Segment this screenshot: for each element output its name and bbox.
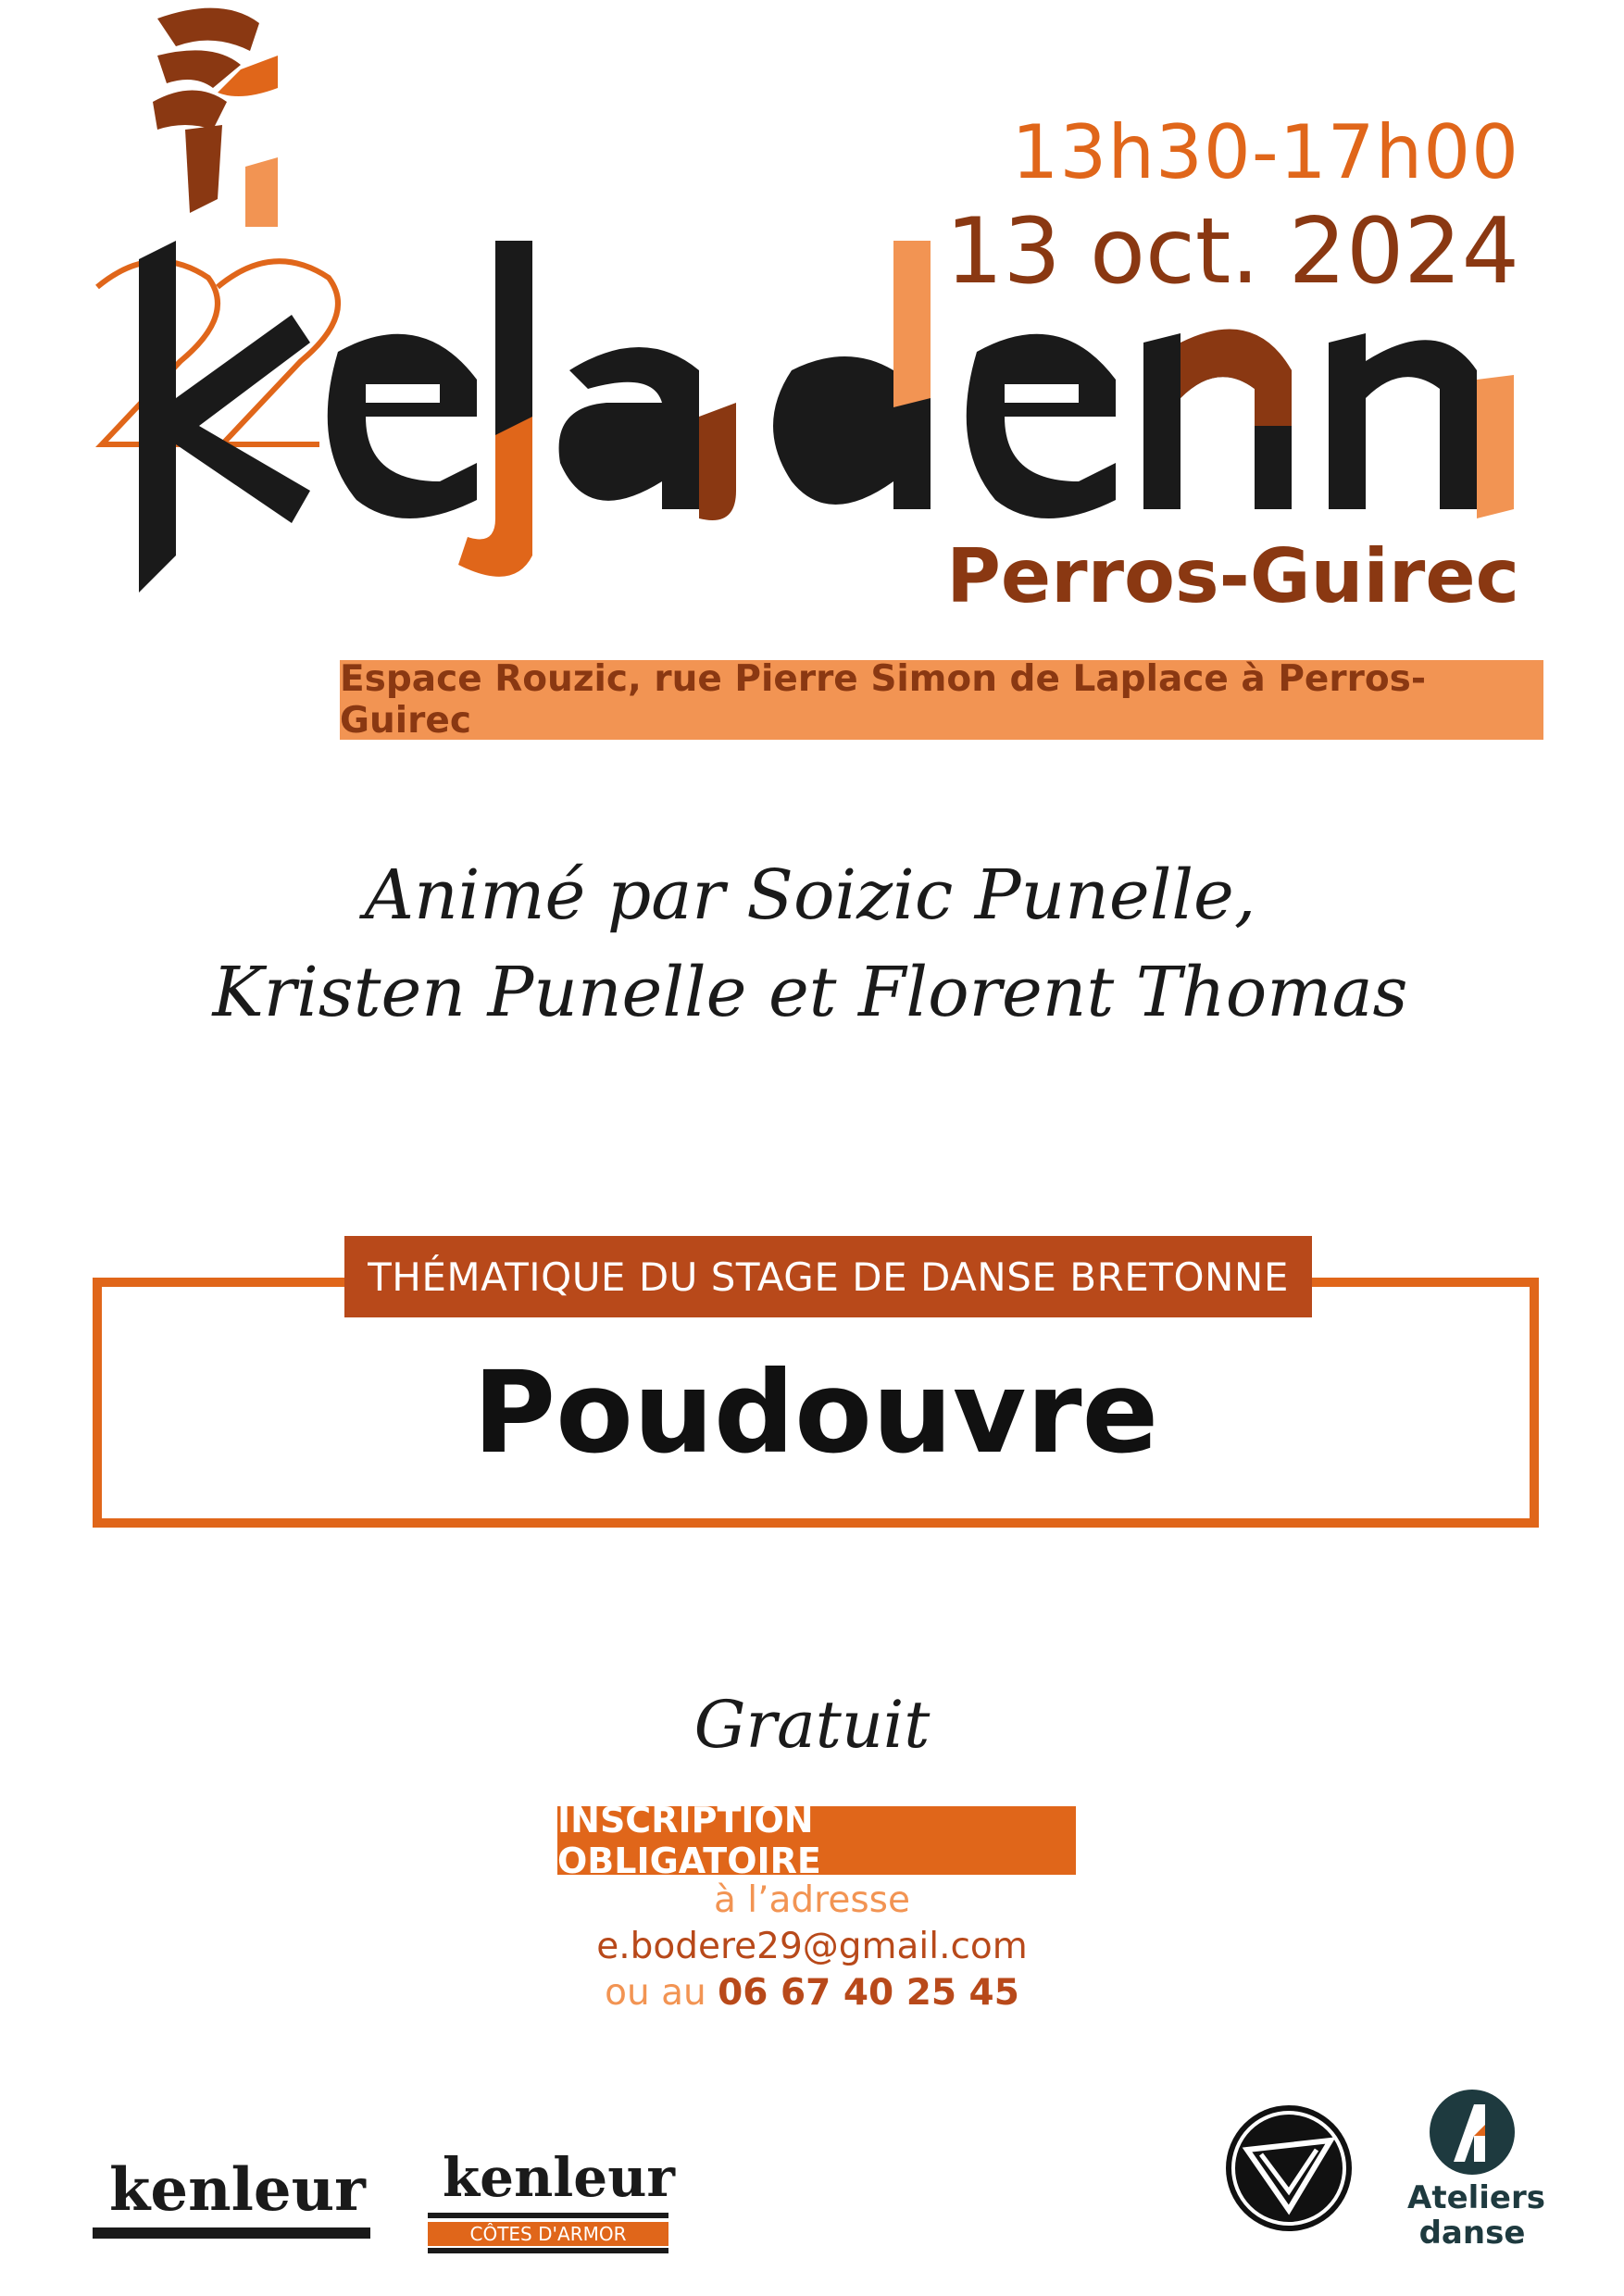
theme-name: Poudouvre	[472, 1347, 1159, 1479]
logo-decoration	[139, 0, 287, 231]
registration-title: INSCRIPTION OBLIGATOIRE	[557, 1800, 821, 1881]
animators-line-2: Kristen Punelle et Florent Thomas	[212, 953, 1408, 1032]
kenleur-logo	[93, 2155, 370, 2243]
kenleur-cotes-rule-top	[428, 2213, 668, 2218]
ateliers-line-1: Ateliers	[1407, 2179, 1545, 2216]
kenleur-cotes-rule-bottom	[428, 2248, 668, 2253]
address-banner	[340, 660, 1543, 740]
ateliers-danse-text	[1407, 2179, 1545, 2252]
animators-line-1: Animé par Soizic Punelle,	[364, 855, 1256, 935]
address-prefix: à l’adresse	[714, 1879, 910, 1921]
ateliers-line-2: danse	[1418, 2215, 1526, 2252]
kenleur-cotes-subtitle: CÔTES D'ARMOR	[428, 2222, 668, 2246]
phone-number[interactable]: 06 67 40 25 45	[718, 1972, 1019, 2014]
phone-prefix: ou au	[605, 1972, 706, 2014]
theme-label-banner	[344, 1236, 1312, 1317]
phone-line	[0, 1972, 1624, 2014]
registration-banner	[557, 1800, 1076, 1881]
ateliers-danse-logo	[1407, 2088, 1545, 2264]
kenleur-cotes-logo-text: kenleur	[443, 2146, 675, 2209]
ateliers-danse-icon	[1407, 2088, 1537, 2180]
animators-text	[139, 847, 1481, 1042]
kenleur-cotes-armor-logo	[428, 2146, 675, 2257]
partner-emblem-icon	[1224, 2103, 1354, 2233]
theme-label: THÉMATIQUE DU STAGE DE DANSE BRETONNE	[368, 1254, 1289, 1300]
event-date: 13 oct. 2024	[945, 199, 1519, 305]
price-text: Gratuit	[693, 1687, 931, 1763]
kenleur-logo-text: kenleur	[109, 2155, 366, 2225]
address-text: Espace Rouzic, rue Pierre Simon de Laplace à Perros-Guirec	[340, 658, 1427, 742]
kenleur-logo-underline	[93, 2227, 370, 2239]
event-city: Perros-Guirec	[946, 533, 1519, 619]
email-link[interactable]: e.bodere29@gmail.com	[596, 1926, 1028, 1967]
event-time: 13h30-17h00	[1011, 109, 1519, 195]
